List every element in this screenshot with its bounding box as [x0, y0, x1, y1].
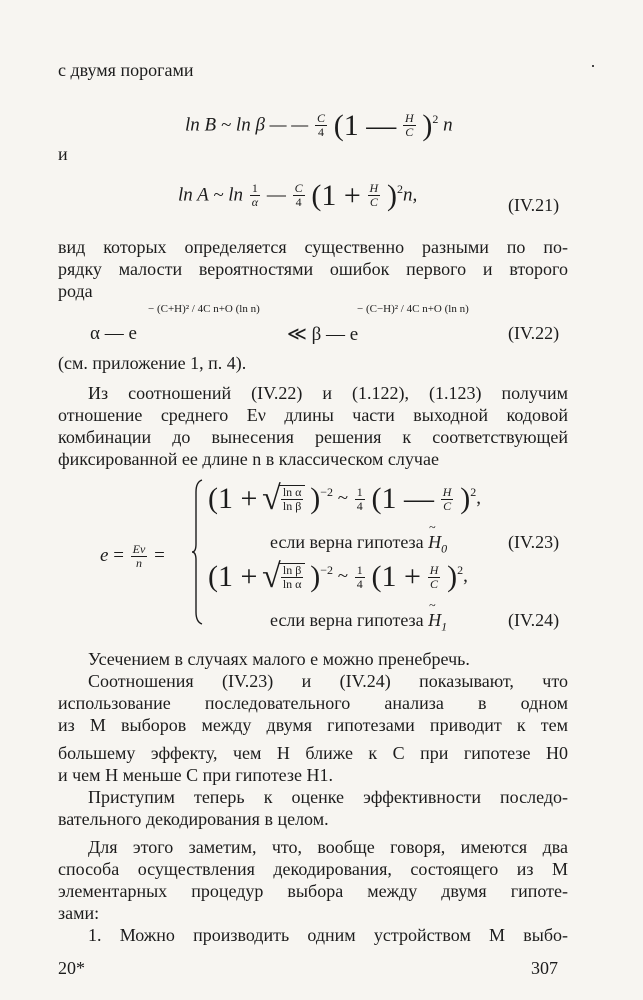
and-word: и: [58, 144, 68, 164]
formula1-fraction-c4: $\frac{C}{4}$: [316, 111, 325, 140]
formula2-lhs: ln A ~ ln: [178, 184, 244, 206]
ref-note: (см. приложение 1, п. 4).: [58, 353, 247, 373]
text-line: Соотношения (IV.23) и (IV.24) показывают, что: [88, 671, 568, 691]
system-lhs: e = $\frac{E\nu}{n}$ =: [100, 542, 165, 570]
text-line: использование последовательного анализа в одном: [58, 693, 568, 713]
formula2-minus: —: [266, 184, 286, 206]
formula2-fraction-c4: $\frac{C}{4}$: [294, 181, 303, 210]
formula1-lhs: ln B ~ ln β — —: [185, 114, 309, 136]
text-line: зами:: [58, 903, 100, 923]
formula1-n: n: [443, 114, 453, 136]
formula3-exponent-2: − (C−H)² / 4C n+O (ln n): [357, 303, 469, 315]
sqrt-ln-ratio-2: √ $\frac{\text{ln β}}{\text{ln α}}$: [262, 562, 305, 592]
text-line: Усечением в случаях малого e можно пренебречь.: [88, 649, 470, 669]
lhs-e: e: [100, 544, 109, 566]
print-speck: [592, 65, 594, 67]
text-line: отношение среднего Eν длины части выходной кодовой: [58, 405, 568, 425]
text-line: способа осуществления декодирования, состоящего из M: [58, 859, 568, 879]
formula3-exponent-1: − (C+H)² / 4C n+O (ln n): [148, 303, 260, 315]
hypothesis-h1: ~ $H_1$: [428, 610, 447, 635]
formula2-fraction-1alpha: $\frac{1}{\alpha}$: [251, 181, 259, 210]
condition-h0: если верна гипотеза ~ $H_0$: [270, 532, 447, 557]
text-line: большему эффекту, чем H ближе к C при гипотезе H0: [58, 743, 568, 763]
text-line: и чем H меньше C при гипотезе H1.: [58, 765, 333, 785]
text-line: элементарных процедур выбора между двумя гипоте-: [58, 881, 568, 901]
text-line: Для этого заметим, что, вообще говоря, имеются два: [88, 837, 568, 857]
text-line: комбинации до вынесения решения к соответствующей: [58, 427, 568, 447]
formula-ln-a: [178, 178, 418, 212]
formula2-power: 2: [396, 182, 403, 196]
formula2-paren-open: (1 +: [311, 178, 361, 212]
eq-label-iv24: (IV.24): [508, 610, 560, 630]
hypothesis-h0: ~ $H_0$: [428, 532, 447, 557]
formula2-paren-close: ): [386, 178, 397, 212]
text-line: рядку малости вероятностями ошибок первого и второго: [58, 259, 568, 279]
intro-text: с двумя порогами: [58, 60, 194, 80]
system-row1: (1 + √ $\frac{\text{ln α}}{\text{ln β}}$ )$^{-2}$ ~ $\frac{1}{4}$ (1 — $\frac{H}{C}$ )$^2$,: [208, 480, 481, 517]
text-line: Приступим теперь к оценке эффективности последо-: [88, 787, 568, 807]
text-line: 1. Можно производить одним устройством M выбо-: [88, 925, 568, 945]
text-line: рода: [58, 281, 93, 301]
formula3-left: α — e: [90, 323, 137, 344]
text-line: вид которых определяется существенно разными по по-: [58, 237, 568, 257]
formula1-power: 2: [432, 112, 439, 126]
sqrt-ln-ratio-1: √ $\frac{\text{ln α}}{\text{ln β}}$: [262, 484, 305, 514]
formula-ln-b: [185, 108, 453, 142]
signature-mark: 20*: [58, 958, 85, 978]
text-line: Из соотношений (IV.22) и (1.122), (1.123) получим: [88, 383, 568, 403]
formula2-fraction-hc: $\frac{H}{C}$: [369, 181, 379, 210]
left-brace: [192, 478, 204, 626]
text-line: вательного декодирования в целом.: [58, 809, 329, 829]
eq-label-iv21: (IV.21): [508, 195, 560, 215]
text-line: из M выборов между двумя гипотезами приводит к тем: [58, 715, 568, 735]
formula3-middle: ≪ β — e: [287, 324, 359, 345]
formula1-paren-open: (1 —: [333, 108, 397, 142]
system-row2: (1 + √ $\frac{\text{ln β}}{\text{ln α}}$ )$^{-2}$ ~ $\frac{1}{4}$ (1 + $\frac{H}{C}$ )$^2$,: [208, 558, 468, 595]
lhs-fraction: $\frac{E\nu}{n}$: [132, 542, 146, 570]
condition-h1: если верна гипотеза ~ $H_1$: [270, 610, 447, 635]
formula1-paren-close: ): [422, 108, 433, 142]
formula1-fraction-hc: $\frac{H}{C}$: [404, 111, 414, 140]
formula2-tail: n,: [402, 184, 418, 206]
eq-label-iv23: (IV.23): [508, 532, 560, 552]
text-line: фиксированной ее длине n в классическом случае: [58, 449, 439, 469]
page-number: 307: [531, 958, 558, 978]
eq-label-iv22: (IV.22): [508, 323, 560, 343]
